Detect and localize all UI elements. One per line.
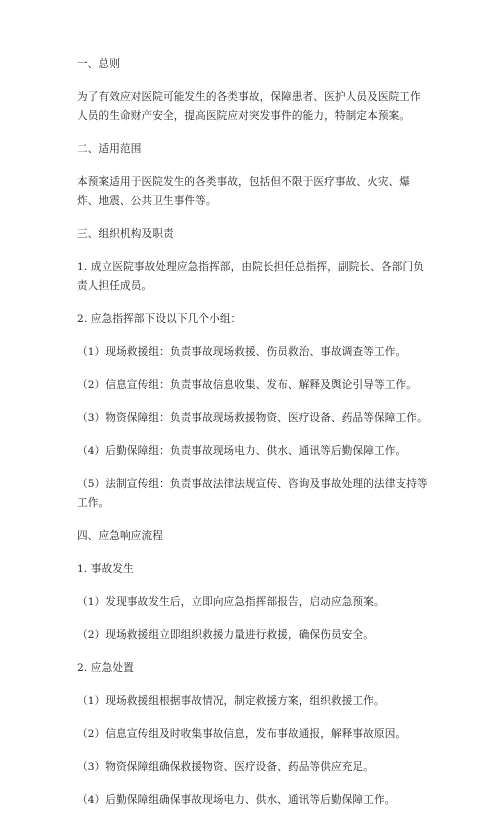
list-item-logistics: （4）后勤保障组确保事故现场电力、供水、通讯等后勤保障工作。 [77,794,396,806]
subheading-emergency-disposal: 2. 应急处置 [77,662,134,674]
section-heading-scope: 二、适用范围 [77,143,142,155]
list-item-report: （1）发现事故发生后，立即向应急指挥部报告，启动应急预案。 [77,596,385,608]
paragraph-general: 为了有效应对医院可能发生的各类事故，保障患者、医护人员及医院工作人员的生命财产安全，提高医院应对突发事件的能力，特制定本预案。 [77,91,421,122]
list-item-logistics-team: （4）后勤保障组：负责事故现场电力、供水、通讯等后勤保障工作。 [77,445,407,457]
section-heading-general: 一、总则 [77,58,120,70]
list-item-supplies-team: （3）物资保障组：负责事故现场救援物资、医疗设备、药品等保障工作。 [77,412,428,424]
list-item-info-team: （2）信息宣传组：负责事故信息收集、发布、解释及舆论引导等工作。 [77,379,417,391]
list-item-legal-team: （5）法制宣传组：负责事故法律法规宣传、咨询及事故处理的法律支持等工作。 [77,478,428,509]
list-item-plan: （1）现场救援组根据事故情况，制定救援方案，组织救援工作。 [77,695,385,707]
section-heading-organization: 三、组织机构及职责 [77,228,174,240]
paragraph-org-2: 2. 应急指挥部下设以下几个小组： [77,313,242,325]
list-item-supplies: （3）物资保障组确保救援物资、医疗设备、药品等供应充足。 [77,761,374,773]
list-item-rescue-team: （1）现场救援组：负责事故现场救援、伤员救治、事故调查等工作。 [77,346,407,358]
document-body [77,55,429,824]
section-heading-response: 四、应急响应流程 [77,530,163,542]
subheading-accident-occurs: 1. 事故发生 [77,563,134,575]
paragraph-org-1: 1. 成立医院事故处理应急指挥部，由院长担任总指挥，副院长、各部门负责人担任成员。 [77,261,424,292]
paragraph-scope: 本预案适用于医院发生的各类事故，包括但不限于医疗事故、火灾、爆炸、地震、公共卫生事件等。 [77,176,411,207]
list-item-rescue: （2）现场救援组立即组织救援力量进行救援，确保伤员安全。 [77,629,374,641]
list-item-bulletin: （2）信息宣传组及时收集事故信息，发布事故通报，解释事故原因。 [77,728,407,740]
